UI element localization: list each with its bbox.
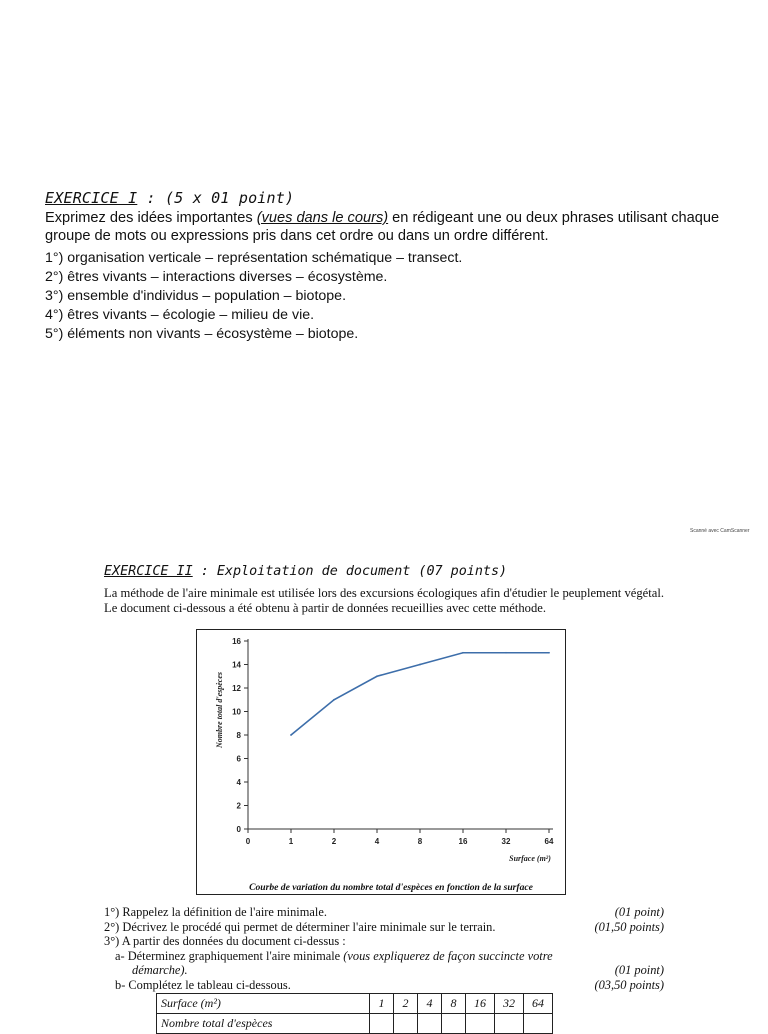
x-axis-title: Surface (m²) <box>509 854 551 863</box>
data-point <box>376 675 378 677</box>
species-area-chart <box>197 630 565 894</box>
intro-text-start: Exprimez des idées importantes <box>45 210 257 226</box>
question-1 <box>104 905 664 920</box>
y-tick-label: 6 <box>236 754 241 764</box>
y-axis <box>232 637 248 834</box>
exercise-1-title-main: EXERCICE I <box>45 189 138 207</box>
question-3 <box>104 934 664 949</box>
data-point <box>548 652 550 654</box>
question-3a <box>104 949 664 964</box>
table-cell-surface: 8 <box>442 994 466 1014</box>
table-cell-surface: 4 <box>418 994 442 1014</box>
question-3a-points: (01 point) <box>614 963 664 977</box>
data-point <box>505 652 507 654</box>
y-tick-label: 14 <box>232 660 241 670</box>
data-points <box>290 652 550 736</box>
question-3b-points: (03,50 points) <box>594 977 664 992</box>
exercise-2-title-rest: : Exploitation de document (07 points) <box>192 564 508 579</box>
exercise-1-title <box>45 189 294 207</box>
y-tick-label: 12 <box>232 684 241 693</box>
x-tick-label: 2 <box>331 837 337 846</box>
table-cell-surface: 16 <box>466 994 495 1014</box>
question-3a-emphasis: (vous expliquerez de façon succincte votre <box>343 948 553 963</box>
x-tick-label: 0 <box>245 837 251 846</box>
x-tick-label: 1 <box>288 837 294 846</box>
data-point <box>462 652 464 654</box>
table-row-surface <box>157 994 553 1014</box>
exercise-1-item: 3°) ensemble d'individus – population – biotope. <box>45 288 347 304</box>
exercise-1-item: 5°) éléments non vivants – écosystème – biotope. <box>45 326 359 342</box>
x-axis <box>246 829 554 846</box>
table-header-surface: Surface (m²) <box>157 994 370 1014</box>
x-tick-label: 8 <box>417 837 423 846</box>
question-3b-text: b- Complétez le tableau ci-dessous. <box>115 977 291 992</box>
x-tick-label: 32 <box>501 837 511 846</box>
table-header-species: Nombre total d'espèces <box>157 1014 370 1034</box>
question-2-points: (01,50 points) <box>594 919 664 934</box>
y-tick-label: 2 <box>236 801 241 811</box>
exercise-1-instructions <box>45 209 735 245</box>
y-tick-label: 4 <box>236 778 241 787</box>
exercise-2-title-main: EXERCICE II <box>104 564 193 579</box>
exercise-1-item: 1°) organisation verticale – représentation schématique – transect. <box>45 250 463 266</box>
exercise-1-item-list <box>45 249 735 344</box>
y-tick-label: 10 <box>232 707 241 717</box>
question-3-text: 3°) A partir des données du document ci-dessus : <box>104 934 346 948</box>
x-tick-label: 16 <box>458 837 468 846</box>
exercise-2-title <box>104 564 507 579</box>
data-point <box>333 699 335 701</box>
question-3a-continuation: démarche). <box>132 963 188 977</box>
document-figure <box>196 629 566 895</box>
data-point <box>290 734 292 736</box>
exercise-1-item: 4°) êtres vivants – écologie – milieu de vie. <box>45 307 315 323</box>
exercise-1-item: 2°) êtres vivants – interactions diverses – écosystème. <box>45 269 388 285</box>
intro-emphasis: (vues dans le cours) <box>256 210 389 226</box>
question-2-text: 2°) Décrivez le procédé qui permet de déterminer l'aire minimale sur le terrain. <box>104 919 496 934</box>
y-tick-label: 8 <box>236 731 241 740</box>
exercise-2-intro: La méthode de l'aire minimale est utilisée lors des excursions écologiques afin d'étudier le peuplement végétal. Le document ci-dessous a été obtenu à partir de données recueillies avec cette méthode. <box>104 586 664 615</box>
exercise-1-title-rest: : (5 x 01 point) <box>137 189 295 207</box>
table-cell-surface: 2 <box>394 994 418 1014</box>
table-cell-surface: 32 <box>495 994 524 1014</box>
questions-block <box>104 905 664 992</box>
y-axis-title: Nombre total d'espèces <box>215 672 224 748</box>
intro-text-end: en rédigeant une ou deux phrases utilisant chaque groupe de mots ou expressions pris dans cet ordre ou dans un ordre différent. <box>45 210 720 244</box>
data-point <box>419 664 421 666</box>
x-tick-label: 4 <box>374 837 380 846</box>
question-2 <box>104 920 664 935</box>
question-1-text: 1°) Rappelez la définition de l'aire minimale. <box>104 905 327 919</box>
surface-species-table <box>156 993 553 1034</box>
x-tick-label: 64 <box>544 837 554 846</box>
question-3b <box>104 978 664 993</box>
question-1-points: (01 point) <box>614 905 664 919</box>
table-cell-surface: 1 <box>370 994 394 1014</box>
question-3a-text: a- Déterminez graphiquement l'aire minimale <box>115 948 344 963</box>
y-tick-label: 0 <box>236 825 241 834</box>
table-cell-surface: 64 <box>524 994 553 1014</box>
scanner-watermark: Scanné avec CamScanner <box>690 528 750 534</box>
question-3a-continued <box>104 963 664 978</box>
y-tick-label: 16 <box>232 637 241 646</box>
figure-caption: Courbe de variation du nombre total d'espèces en fonction de la surface <box>249 882 533 893</box>
